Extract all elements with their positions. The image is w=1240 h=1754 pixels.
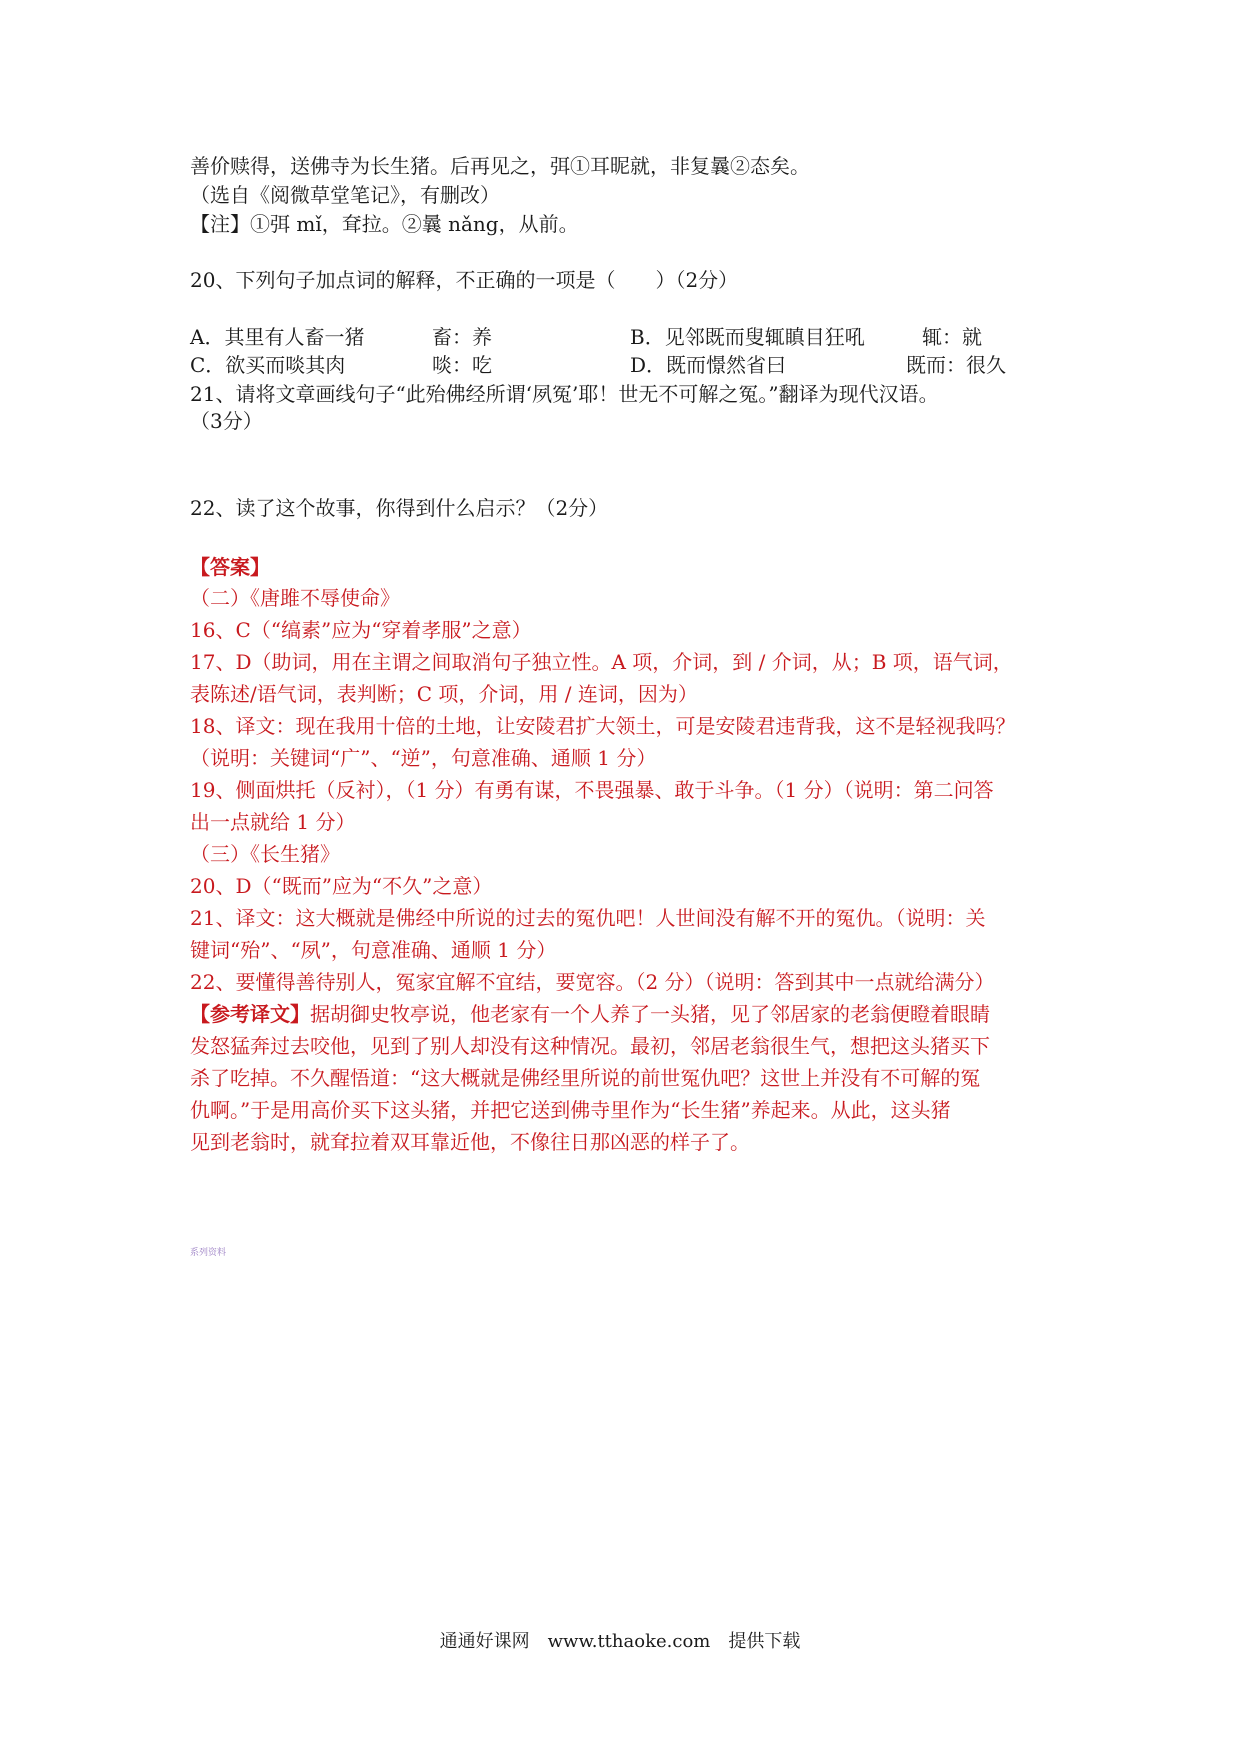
answer-17-cont: 表陈述/语气词，表判断；C 项，介词，用 / 连词，因为） xyxy=(190,682,698,706)
reference-translation-line: 发怒猛奔过去咬他，见到了别人却没有这种情况。最初，邻居老翁很生气，想把这头猪买下 xyxy=(190,1034,990,1058)
option-a: A．其里有人畜一猪 xyxy=(190,325,365,349)
answer-19: 19、侧面烘托（反衬），（1 分）有勇有谋，不畏强暴、敢于斗争。（1 分）（说明：第二问答 xyxy=(190,778,994,802)
passage-line: 善价赎得，送佛寺为长生猪。后再见之，弭①耳昵就，非复曩②态矣。 xyxy=(190,154,810,178)
reference-translation-line xyxy=(190,1000,990,1028)
answer-16: 16、C（“缟素”应为“穿着孝服”之意） xyxy=(190,618,532,642)
answer-21-cont: 键词“殆”、“夙”，句意准确、通顺 1 分） xyxy=(190,938,557,962)
option-c: C．欲买而啖其肉 xyxy=(190,353,346,377)
answer-18: 18、译文：现在我用十倍的土地，让安陵君扩大领土，可是安陵君违背我，这不是轻视我吗？ xyxy=(190,714,1016,738)
option-c-gloss: 啖：吃 xyxy=(432,353,492,377)
answer-heading: 【答案】 xyxy=(190,555,270,579)
answer-22: 22、要懂得善待别人，冤家宜解不宜结，要宽容。（2 分）（说明：答到其中一点就给满分） xyxy=(190,970,995,994)
answer-20: 20、D（“既而”应为“不久”之意） xyxy=(190,874,493,898)
answer-17: 17、D（助词，用在主谓之间取消句子独立性。A 项，介词，到 / 介词，从；B 项，语气词， xyxy=(190,650,1013,674)
question-22: 22、读了这个故事，你得到什么启示？（2分） xyxy=(190,496,609,520)
watermark-text: 系列资料 xyxy=(190,1248,227,1258)
option-d: D．既而憬然省曰 xyxy=(630,353,787,377)
answer-section-2: （二）《唐雎不辱使命》 xyxy=(190,586,400,610)
question-21-points: （3分） xyxy=(190,409,263,433)
reference-translation-line: 见到老翁时，就耷拉着双耳靠近他，不像往日那凶恶的样子了。 xyxy=(190,1130,750,1154)
answer-section-3: （三）《长生猪》 xyxy=(190,842,340,866)
reference-translation-line: 仇啊。”于是用高价买下这头猪，并把它送到佛寺里作为“长生猪”养起来。从此，这头猪 xyxy=(190,1098,951,1122)
passage-note: 【注】①弭 mǐ，耷拉。②曩 nǎng，从前。 xyxy=(190,212,579,236)
option-b: B．见邻既而叟辄瞋目狂吼 xyxy=(630,325,865,349)
question-21: 21、请将文章画线句子“此殆佛经所谓‘夙冤’耶！世无不可解之冤。”翻译为现代汉语。 xyxy=(190,382,939,406)
reference-translation-line: 杀了吃掉。不久醒悟道：“这大概就是佛经里所说的前世冤仇吧？这世上并没有不可解的冤 xyxy=(190,1066,981,1090)
reference-translation-text: 据胡御史牧亭说，他老家有一个人养了一头猪，见了邻居家的老翁便瞪着眼睛 xyxy=(310,1002,990,1026)
option-d-gloss: 既而：很久 xyxy=(906,353,1006,377)
option-a-gloss: 畜：养 xyxy=(432,325,492,349)
answer-19-cont: 出一点就给 1 分） xyxy=(190,810,356,834)
reference-translation-label: 【参考译文】 xyxy=(190,1002,310,1026)
answer-18-note: （说明：关键词“广”、“逆”，句意准确、通顺 1 分） xyxy=(190,746,657,770)
page-footer: 通通好课网 www.tthaoke.com 提供下载 xyxy=(439,1631,801,1652)
passage-source: （选自《阅微草堂笔记》，有删改） xyxy=(190,183,500,207)
option-b-gloss: 辄：就 xyxy=(922,325,982,349)
answer-21: 21、译文：这大概就是佛经中所说的过去的冤仇吧！人世间没有解不开的冤仇。（说明：关 xyxy=(190,906,986,930)
question-20: 20、下列句子加点词的解释，不正确的一项是（ ）（2分） xyxy=(190,268,739,292)
